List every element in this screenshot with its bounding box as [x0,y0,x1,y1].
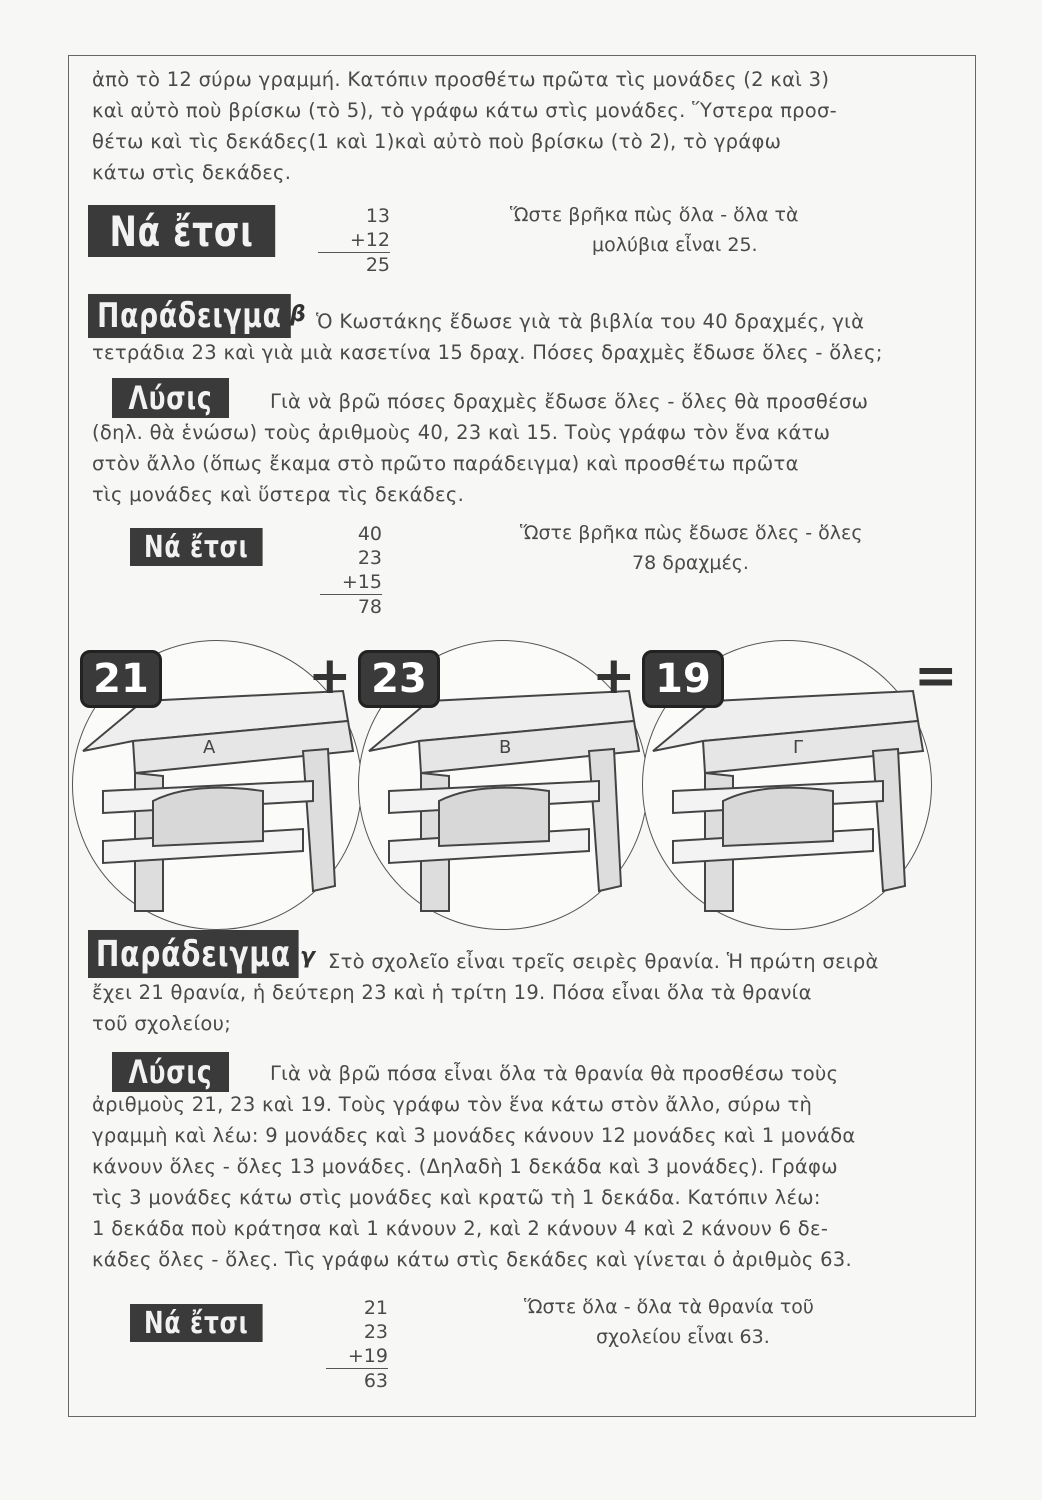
note-line: Ὥστε βρῆκα πὼς ἔδωσε ὅλες - ὅλες [520,522,863,544]
sum-block-2 [320,522,382,619]
paradeigma-label-c: Παράδειγμα [88,930,299,978]
example-letter-c: γ [300,944,315,969]
desk-letter: Α [203,737,216,758]
note-line: μολύβια εἶναι 25. [592,234,758,256]
text-line: ἀριθμοὺς 21, 23 καὶ 19. Τοὺς γράφω τὸν ἕνα κάτω στὸν ἄλλο, σύρω τὴ [92,1093,813,1116]
plus-sign: + [308,646,352,706]
text-line: κάτω στὶς δεκάδες. [92,161,292,184]
note-line: 78 δραχμές. [632,552,749,574]
text-line: καὶ αὐτὸ ποὺ βρίσκω (τὸ 5), τὸ γράφω κάτω στὶς μονάδες. Ὕστερα προσ- [92,99,838,122]
sum-number: +19 [347,1345,388,1367]
example-c-question [92,946,972,1039]
lysis-label-b: Λύσις [112,378,229,418]
sum-result: 63 [326,1368,388,1393]
text-line: κάδες ὅλες - ὅλες. Τὶς γράφω κάτω στὶς δεκάδες καὶ γίνεται ὁ ἀριθμὸς 63. [92,1248,852,1271]
text-line: Στὸ σχολεῖο εἶναι τρεῖς σειρὲς θρανία. Ἡ πρώτη σειρὰ [328,950,879,973]
number-badge: 23 [358,650,440,708]
text-line: 1 δεκάδα ποὺ κράτησα καὶ 1 κάνουν 2, καὶ 2 κάνουν 4 καὶ 2 κάνουν 6 δε- [92,1217,829,1240]
text-line: τὶς 3 μονάδες κάτω στὶς μονάδες καὶ κρατῶ τὴ 1 δεκάδα. Κατόπιν λέω: [92,1186,821,1209]
sum-note-1 [510,200,799,260]
text-line: γραμμὴ καὶ λέω: 9 μονάδες καὶ 3 μονάδες κάνουν 12 μονάδες καὶ 1 μονάδα [92,1124,856,1147]
sum-number: 13 [365,205,390,227]
text-line: τὶς μονάδες καὶ ὕστερα τὶς δεκάδες. [92,483,465,506]
number-badge: 21 [80,650,162,708]
sum-block-1 [318,204,390,277]
example-b-question [92,306,972,368]
text-line: Ὁ Κωστάκης ἔδωσε γιὰ τὰ βιβλία του 40 δραχμές, γιὰ [316,310,865,333]
example-letter-b: β [290,302,306,327]
sum-number: +15 [341,571,382,593]
paradeigma-label-b: Παράδειγμα [88,294,291,338]
text-line: Γιὰ νὰ βρῶ πόσες δραχμὲς ἔδωσε ὅλες - ὅλες θὰ προσθέσω [270,390,869,413]
text-line: (δηλ. θὰ ἑνώσω) τοὺς ἀριθμοὺς 40, 23 καὶ 15. Τοὺς γράφω τὸν ἕνα κάτω [92,421,831,444]
sum-number: 23 [357,547,382,569]
plus-sign: + [592,646,636,706]
text-line: στὸν ἄλλο (ὅπως ἔκαμα στὸ πρῶτο παράδειγμα) καὶ προσθέτω πρῶτα [92,452,799,475]
example-c-solution [92,1058,972,1275]
note-line: σχολείου εἶναι 63. [596,1326,770,1348]
na-etsi-label: Νά ἔτσι [130,1304,263,1342]
sum-block-3 [326,1296,388,1393]
sum-number: 21 [363,1297,388,1319]
desk-letter: Β [499,737,512,758]
equals-sign: = [914,646,958,706]
na-etsi-label: Νά ἔτσι [88,205,275,257]
na-etsi-label: Νά ἔτσι [130,528,263,566]
text-line: κάνουν ὅλες - ὅλες 13 μονάδες. (Δηλαδὴ 1 δεκάδα καὶ 3 μονάδες). Γράφω [92,1155,838,1178]
text-line: τετράδια 23 καὶ γιὰ μιὰ κασετίνα 15 δραχ. Πόσες δραχμὲς ἔδωσε ὅλες - ὅλες; [92,341,883,364]
text-line: θέτω καὶ τὶς δεκάδες(1 καὶ 1)καὶ αὐτὸ ποὺ βρίσκω (τὸ 2), τὸ γράφω [92,130,782,153]
text-line: ἀπὸ τὸ 12 σύρω γραμμή. Κατόπιν προσθέτω πρῶτα τὶς μονάδες (2 καὶ 3) [92,68,830,91]
desk-letter: Γ [793,737,804,758]
text-line: Γιὰ νὰ βρῶ πόσα εἶναι ὅλα τὰ θρανία θὰ προσθέσω τοὺς [270,1062,839,1085]
sum-note-2 [520,518,862,578]
sum-number: 23 [363,1321,388,1343]
intro-paragraph [92,64,972,188]
sum-note-3 [524,1292,814,1352]
sum-number: +12 [349,229,390,251]
note-line: Ὥστε ὅλα - ὅλα τὰ θρανία τοῦ [524,1296,814,1318]
example-b-solution [92,386,972,510]
sum-number: 40 [357,523,382,545]
sum-result: 78 [320,594,382,619]
lysis-label-c: Λύσις [112,1052,229,1092]
note-line: Ὥστε βρῆκα πὼς ὅλα - ὅλα τὰ [510,204,799,226]
sum-result: 25 [318,252,390,277]
text-line: τοῦ σχολείου; [92,1012,232,1035]
text-line: ἔχει 21 θρανία, ἡ δεύτερη 23 καὶ ἡ τρίτη 19. Πόσα εἶναι ὅλα τὰ θρανία [92,981,812,1004]
number-badge: 19 [642,650,724,708]
